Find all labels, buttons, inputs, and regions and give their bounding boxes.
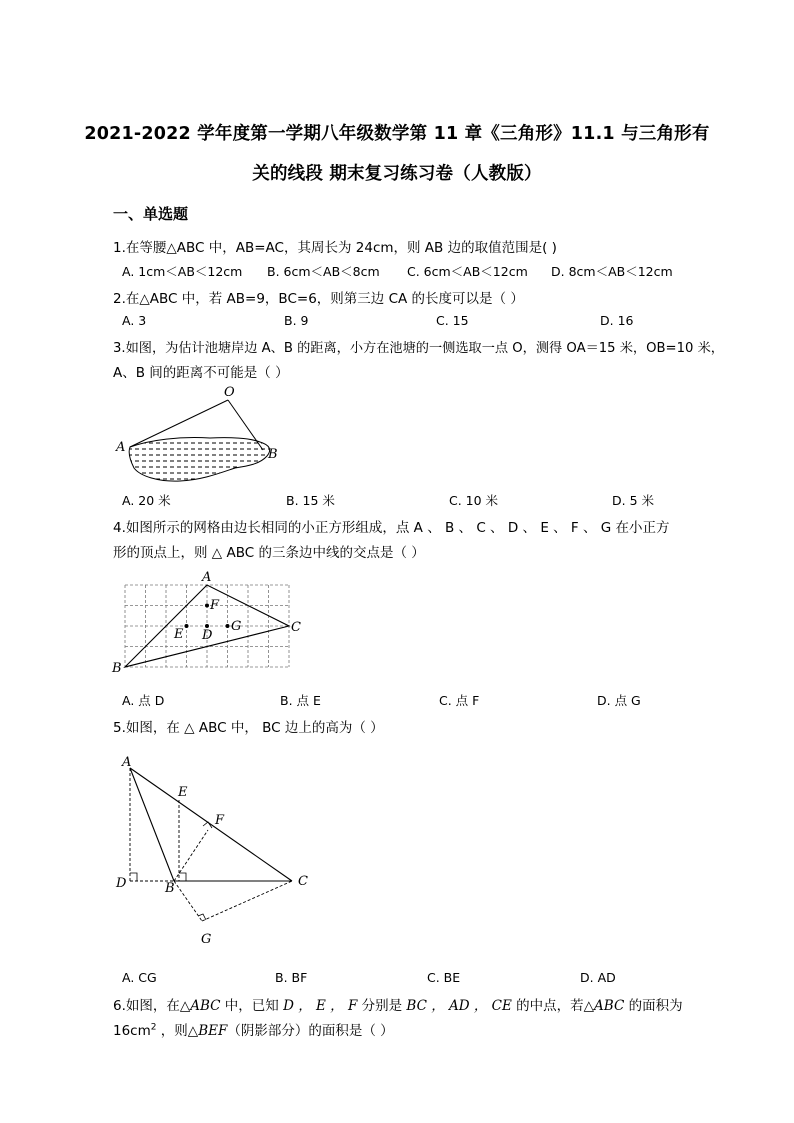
question-2-text: 2.在△ABC 中，若 AB=9，BC=6，则第三边 CA 的长度可以是（ ） [113, 291, 524, 307]
grid-label-e: E [174, 627, 184, 642]
right-angle-f [203, 822, 212, 828]
question-6-text-line-1: 6.如图，在△ABC 中，已知 D ， E ， F 分别是 BC ， AD ， CE 的中点，若△ABC 的面积为 [113, 998, 683, 1014]
grid-label-b: B [112, 661, 122, 676]
q2-option-b[interactable]: B. 9 [284, 313, 309, 328]
q1-option-c[interactable]: C. 6cm＜AB＜12cm [407, 264, 528, 279]
grid-label-c: C [291, 620, 301, 635]
title-line-2: 关的线段 期末复习练习卷（人教版） [252, 164, 542, 184]
alt-label-c: C [298, 874, 308, 889]
altitude-figure [112, 752, 322, 950]
question-3-options [122, 491, 762, 509]
question-6-text-line-2: $16cm^2$ ，则△BEF（阴影部分）的面积是（ ） [113, 1022, 394, 1039]
q4-option-a[interactable]: A. 点 D [122, 693, 165, 708]
q3-option-c[interactable]: C. 10 米 [449, 493, 499, 508]
question-3-text-line-1: 3.如图，为估计池塘岸边 A、B 的距离，小方在池塘的一侧选取一点 O，测得 OA＝15 米，OB=10 米， [113, 341, 724, 356]
pond-figure [110, 380, 285, 485]
grid-figure [110, 568, 310, 676]
right-angle-g [198, 914, 206, 920]
right-angle-d [130, 873, 137, 881]
alt-label-e: E [178, 785, 188, 800]
title-line-1: 2021-2022 学年度第一学期八年级数学第 11 章《三角形》11.1 与三角形有 [84, 124, 710, 144]
grid-label-d: D [202, 628, 213, 643]
q5-option-b[interactable]: B. BF [275, 970, 308, 985]
question-4-text-line-1: 4.如图所示的网格由边长相同的小正方形组成，点 A 、 B 、 C 、 D 、 E 、 F 、 G 在小正方 [113, 520, 670, 536]
pond-outline [129, 437, 269, 481]
q1-option-d[interactable]: D. 8cm＜AB＜12cm [551, 264, 673, 279]
question-1-options [122, 262, 762, 280]
right-angle-b [179, 873, 186, 881]
pond-label-b: B [268, 447, 278, 462]
q2-option-a[interactable]: A. 3 [122, 313, 147, 328]
grid-label-g: G [231, 619, 242, 634]
question-5-text: 5.如图，在 △ ABC 中， BC 边上的高为（ ） [113, 720, 384, 736]
q5-option-c[interactable]: C. BE [427, 970, 461, 985]
q3-option-a[interactable]: A. 20 米 [122, 493, 171, 508]
question-4-text-line-2: 形的顶点上，则 △ ABC 的三条边中线的交点是（ ） [113, 545, 425, 561]
q2-option-c[interactable]: C. 15 [436, 313, 469, 328]
q2-option-d[interactable]: D. 16 [600, 313, 634, 328]
alt-label-g: G [201, 932, 212, 947]
pond-label-o: O [224, 385, 235, 400]
alt-label-a: A [122, 755, 132, 770]
q4-option-b[interactable]: B. 点 E [280, 693, 321, 708]
point-f [205, 604, 209, 608]
q4-option-c[interactable]: C. 点 F [439, 693, 480, 708]
grid-label-f: F [210, 598, 220, 613]
point-g [226, 624, 230, 628]
question-1-text: 1.在等腰△ABC 中，AB=AC，其周长为 24cm，则 AB 边的取值范围是( ) [113, 240, 557, 256]
q4-option-d[interactable]: D. 点 G [597, 693, 641, 708]
q3-option-d[interactable]: D. 5 米 [612, 493, 654, 508]
alt-label-b: B [165, 881, 175, 896]
q1-option-a[interactable]: A. 1cm＜AB＜12cm [122, 264, 243, 279]
point-e [185, 624, 189, 628]
section-heading: 一、单选题 [113, 205, 189, 223]
q5-option-a[interactable]: A. CG [122, 970, 157, 985]
q3-option-b[interactable]: B. 15 米 [286, 493, 335, 508]
alt-label-f: F [215, 813, 225, 828]
q5-option-d[interactable]: D. AD [580, 970, 616, 985]
grid-label-a: A [202, 570, 212, 585]
question-2-options [122, 313, 762, 331]
question-3-text-line-2: A、B 间的距离不可能是（ ） [113, 365, 289, 381]
pond-label-a: A [116, 440, 126, 455]
alt-label-d: D [116, 876, 127, 891]
question-5-options [122, 970, 762, 988]
q1-option-b[interactable]: B. 6cm＜AB＜8cm [267, 264, 380, 279]
question-4-options [122, 691, 762, 709]
